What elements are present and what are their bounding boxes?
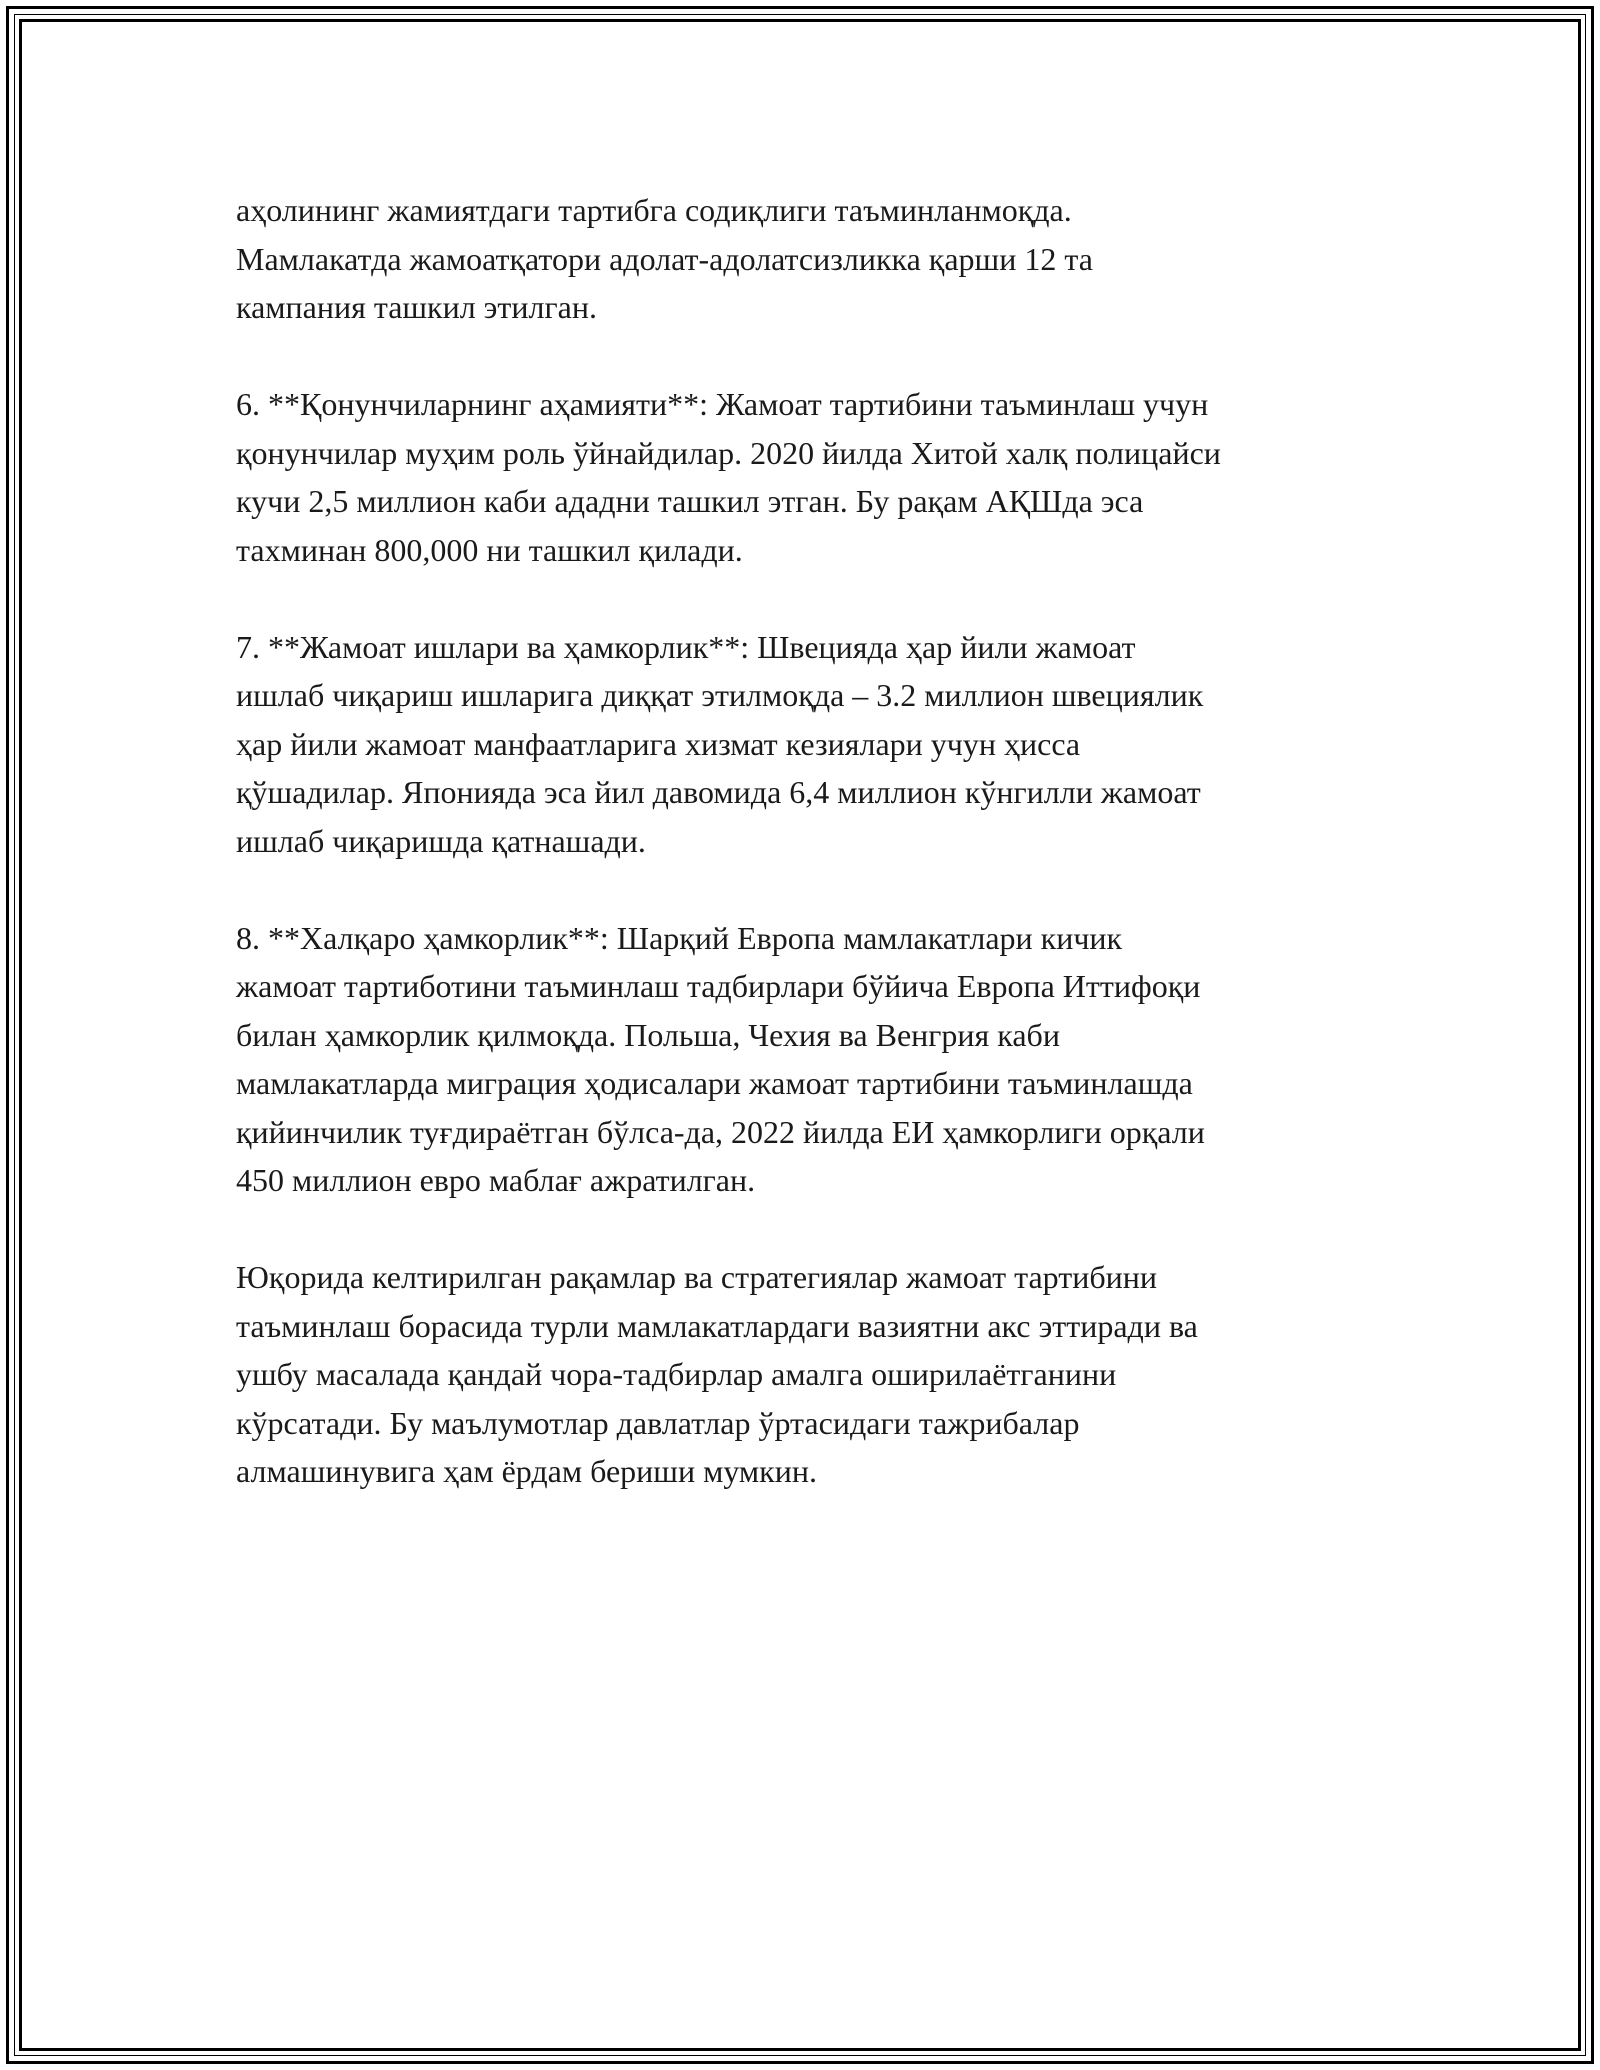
text-line: ишлаб чиқаришда қатнашади.: [236, 822, 646, 859]
paragraph-conclusion: [236, 1253, 1386, 1496]
text-line: 7. **Жамоат ишлари ва ҳамкорлик**: Швецияда ҳар йили жамоат: [236, 628, 1136, 665]
text-line: ҳар йили жамоат манфаатларига хизмат кезиялари учун ҳисса: [236, 725, 1081, 762]
text-line: қонунчилар муҳим роль ўйнайдилар. 2020 йилда Хитой халқ полицайси: [236, 434, 1221, 471]
text-line: Юқорида келтирилган рақамлар ва стратегиялар жамоат тартибини: [236, 1259, 1158, 1295]
text-line: таъминлаш борасида турли мамлакатлардаги вазиятни акс эттиради ва: [236, 1307, 1198, 1344]
document-body: [236, 186, 1386, 1544]
paragraph-item-8: [236, 914, 1386, 1205]
text-line: ишлаб чиқариш ишларига диққат этилмоқда – 3.2 миллион швециялик: [236, 677, 1204, 713]
text-line: аҳолининг жамиятдаги тартибга содиқлиги таъминланмоқда.: [236, 192, 1072, 228]
paragraph-item-7: [236, 623, 1386, 866]
text-line: жамоат тартиботини таъминлаш тадбирлари бўйича Европа Иттифоқи: [236, 968, 1201, 1004]
text-line: 6. **Қонунчиларнинг аҳамияти**: Жамоат тартибини таъминлаш учун: [236, 386, 1209, 422]
text-line: 450 миллион евро маблағ ажратилган.: [236, 1162, 756, 1198]
text-line: тахминан 800,000 ни ташкил қилади.: [236, 531, 743, 568]
text-line: Мамлакатда жамоатқатори адолат-адолатсизликка қарши 12 та: [236, 240, 1093, 277]
text-line: 8. **Халқаро ҳамкорлик**: Шарқий Европа мамлакатлари кичик: [236, 919, 1123, 956]
text-line: кўрсатади. Бу маълумотлар давлатлар ўртасидаги тажрибалар: [236, 1404, 1080, 1441]
text-line: билан ҳамкорлик қилмоқда. Польша, Чехия ва Венгрия каби: [236, 1016, 1060, 1053]
text-line: қийинчилик туғдираётган бўлса-да, 2022 йилда ЕИ ҳамкорлиги орқали: [236, 1113, 1205, 1150]
paragraph-intro-continuation: [236, 186, 1386, 332]
text-line: ушбу масалада қандай чора-тадбирлар амалга оширилаётганини: [236, 1356, 1117, 1392]
paragraph-item-6: [236, 380, 1386, 574]
text-line: қўшадилар. Японияда эса йил давомида 6,4 миллион кўнгилли жамоат: [236, 774, 1201, 810]
text-line: кучи 2,5 миллион каби ададни ташкил этган. Бу рақам АҚШда эса: [236, 483, 1144, 519]
text-line: алмашинувига ҳам ёрдам бериши мумкин.: [236, 1453, 817, 1489]
text-line: мамлакатларда миграция ҳодисалари жамоат тартибини таъминлашда: [236, 1065, 1193, 1101]
text-line: кампания ташкил этилган.: [236, 289, 597, 325]
